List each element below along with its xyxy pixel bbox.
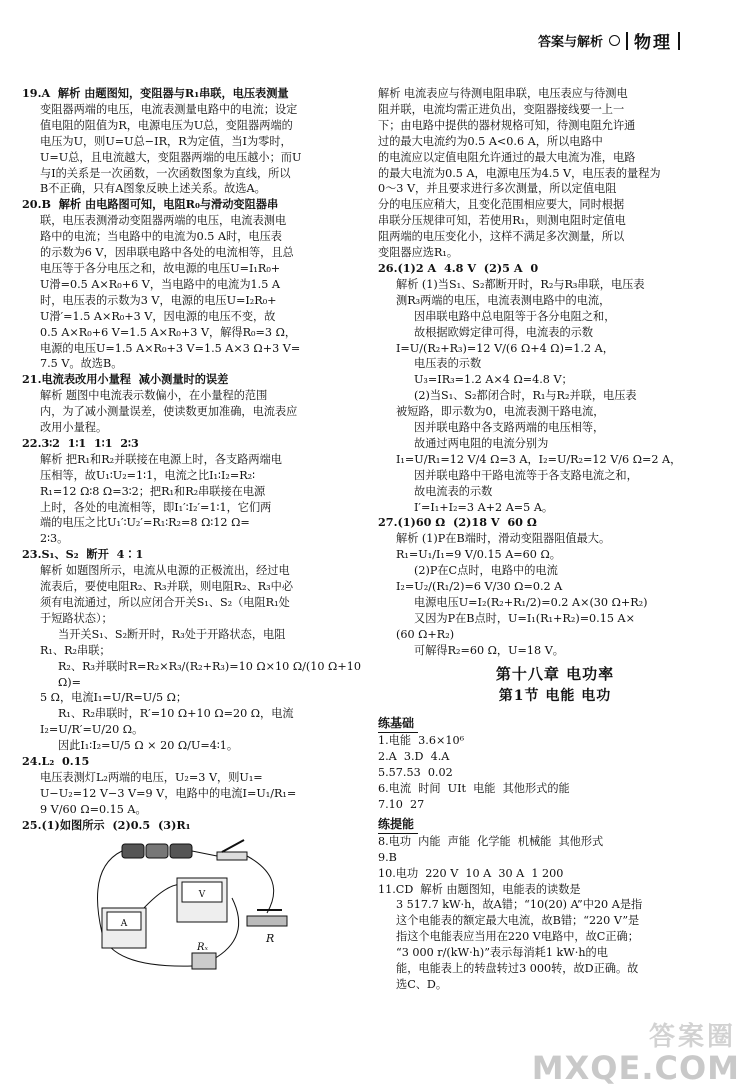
left-line: 20.B 解析 由电路图可知，电阻R₀与滑动变阻器串 bbox=[22, 197, 279, 212]
left-line: 9 V/60 Ω=0.15 A。 bbox=[40, 802, 147, 816]
right-line: 分的电压应稍大，且变化范围相应要大，同时根据 bbox=[378, 198, 625, 212]
left-line: R₂、R₃并联时R=R₂×R₃/(R₂+R₃)=10 Ω×10 Ω/(10 Ω+10 Ω)= bbox=[58, 659, 365, 689]
left-line: 25.(1)如图所示 (2)0.5 (3)R₁ bbox=[22, 817, 191, 832]
practice1-line: 6.电流 时间 UIt 电能 其他形式的能 bbox=[378, 782, 570, 796]
right-column bbox=[378, 86, 732, 993]
left-line: 压相等，故U₁∶U₂=1∶1，电流之比I₁∶I₂=R₂∶ bbox=[40, 468, 256, 482]
right-line: 26.(1)2 A 4.8 V (2)5 A 0 bbox=[378, 260, 539, 275]
left-line: 路中的电流；当电路中的电流为0.5 A时，电压表 bbox=[40, 230, 282, 244]
right-line: 解析 (1)当S₁、S₂都断开时，R₂与R₃串联，电压表 bbox=[396, 277, 645, 291]
right-line: 因串联电路中总电阻等于各分电阻之和， bbox=[414, 309, 616, 323]
right-line: I′=I₁+I₂=3 A+2 A=5 A。 bbox=[414, 500, 554, 514]
left-line: 的示数为6 V，因串联电路中各处的电流相等，且总 bbox=[40, 246, 294, 260]
right-line: 测R₃两端的电压，电流表测电路中的电流， bbox=[396, 293, 611, 307]
battery-icon bbox=[122, 844, 192, 858]
right-line: 解析 电流表应与待测电阻串联，电压表应与待测电 bbox=[378, 87, 628, 100]
left-line: U−U₂=12 V−3 V=9 V，电路中的电流I=U₁/R₁= bbox=[40, 786, 297, 800]
chapter-title: 第十八章 电功率 bbox=[495, 664, 615, 683]
right-line: 因并联电路中各支路两端的电压相等， bbox=[414, 421, 605, 435]
circuit-diagram bbox=[82, 838, 292, 978]
practice-basic-heading: 练基础 bbox=[378, 716, 418, 733]
right-line: 变阻器应选R₁。 bbox=[378, 246, 459, 260]
right-line: (60 Ω+R₂) bbox=[396, 627, 455, 641]
right-line: 故通过两电阻的电流分别为 bbox=[414, 436, 549, 450]
left-line: 5 Ω，电流I₁=U/R=U/5 Ω； bbox=[40, 691, 188, 705]
right-line: 解析 (1)P在B端时，滑动变阻器阻值最大。 bbox=[396, 532, 611, 546]
practice2-line: “3 000 r/(kW·h)”表示每消耗1 kW·h的电 bbox=[396, 946, 608, 960]
left-line: R₁、R₂串联时，R′=10 Ω+10 Ω=20 Ω，电流 bbox=[58, 707, 294, 721]
ammeter-label: A bbox=[120, 918, 128, 929]
practice1-line: 2.A 3.D 4.A bbox=[378, 750, 450, 764]
practice2-line: 3 517.7 kW·h，故A错；“10(20) A”中20 A是指 bbox=[396, 898, 643, 912]
rheostat-label: R bbox=[266, 931, 275, 945]
right-line: R₁=U₁/I₁=9 V/0.15 A=60 Ω。 bbox=[396, 548, 561, 562]
right-line: 电压表的示数 bbox=[414, 357, 482, 371]
left-line: 21.电流表改用小量程 减小测量时的误差 bbox=[22, 372, 229, 387]
left-line: 与I的关系是一次函数，一次函数图象为直线，所以 bbox=[40, 166, 291, 180]
resistor-label: Rₓ bbox=[197, 941, 209, 953]
practice-advanced-answers bbox=[378, 834, 732, 993]
left-line: 于短路状态）； bbox=[40, 611, 113, 625]
left-line: 端的电压之比U₁′∶U₂′=R₁∶R₂=8 Ω∶12 Ω= bbox=[40, 516, 250, 530]
right-line: 可解得R₂=60 Ω，U=18 V。 bbox=[414, 643, 564, 657]
header-subject: 物理 bbox=[634, 33, 672, 53]
left-line: 7.5 V。故选B。 bbox=[40, 357, 123, 371]
right-line: I₁=U/R₁=12 V/4 Ω=3 A，I₂=U/R₂=12 V/6 Ω=2 A， bbox=[396, 452, 682, 466]
left-line: 时，电压表的示数为3 V，电源的电压U=I₂R₀+ bbox=[40, 293, 277, 307]
practice2-line: 10.电功 220 V 10 A 30 A 1 200 bbox=[378, 866, 564, 880]
left-line: U滑=0.5 A×R₀+6 V，当电路中的电流为1.5 A bbox=[40, 277, 280, 291]
right-line: 因并联电路中干路电流等于各支路电流之和， bbox=[414, 468, 638, 482]
right-line: 被短路，即示数为0，电流表测干路电流， bbox=[396, 405, 605, 419]
left-line: U滑′=1.5 A×R₀+3 V，因电源的电压不变，故 bbox=[40, 309, 276, 323]
right-line: 的电流应以定值电阻允许通过的最大电流为准，电路 bbox=[378, 150, 636, 164]
left-line: 23.S₁、S₂ 断开 4∶1 bbox=[22, 547, 144, 562]
ammeter-icon bbox=[102, 908, 146, 948]
divider bbox=[626, 32, 628, 50]
left-line: 24.L₂ 0.15 bbox=[22, 754, 90, 769]
switch-icon bbox=[217, 840, 247, 860]
left-line: 改用小量程。 bbox=[40, 421, 108, 435]
right-line: 又因为P在B点时，U=I₁(R₁+R₂)=0.15 A× bbox=[414, 611, 635, 625]
practice2-line: 8.电功 内能 声能 化学能 机械能 其他形式 bbox=[378, 834, 604, 848]
left-line: 变阻器两端的电压，电流表测量电路中的电流；设定 bbox=[40, 102, 298, 116]
watermark-bottom: MXQE.COM bbox=[531, 1049, 740, 1087]
voltmeter-label: V bbox=[198, 889, 206, 900]
right-line: I₂=U₂/(R₁/2)=6 V/30 Ω=0.2 A bbox=[396, 580, 563, 594]
left-line: 须有电流通过，所以应闭合开关S₁、S₂（电阻R₁处 bbox=[40, 596, 290, 609]
right-line: I=U/(R₂+R₃)=12 V/(6 Ω+4 Ω)=1.2 A， bbox=[396, 341, 614, 355]
left-line: 2∶3。 bbox=[40, 532, 69, 546]
left-line: 电源的电压U=1.5 A×R₀+3 V=1.5 A×3 Ω+3 V= bbox=[40, 341, 301, 355]
left-line: R₁、R₂串联； bbox=[40, 643, 111, 657]
right-line: (2)当S₁、S₂都闭合时，R₁与R₂并联，电压表 bbox=[414, 389, 637, 403]
right-line: 27.(1)60 Ω (2)18 V 60 Ω bbox=[378, 515, 537, 530]
right-line: 下；由电路中提供的器材规格可知，待测电阻允许通 bbox=[378, 118, 636, 132]
left-line: 电压等于各分电压之和，故电源的电压U=I₁R₀+ bbox=[40, 261, 281, 275]
practice-advanced-heading: 练提能 bbox=[378, 817, 418, 834]
left-line: U=U总，且电流越大，变阻器两端的电压越小；而U bbox=[40, 150, 302, 164]
left-line: 0.5 A×R₀+6 V=1.5 A×R₀+3 V，解得R₀=3 Ω， bbox=[40, 325, 297, 339]
left-line: 电压为U，则U=U总−IR，R为定值，当I为零时， bbox=[40, 134, 292, 148]
right-line: 阻并联，电流均需正进负出，变阻器接线要一上一 bbox=[378, 102, 625, 116]
practice2-line: 9.B bbox=[378, 850, 397, 864]
left-line: 19.A 解析 由题图知，变阻器与R₁串联，电压表测量 bbox=[22, 86, 289, 100]
left-line: R₁=12 Ω∶8 Ω=3∶2；把R₁和R₂串联接在电源 bbox=[40, 484, 266, 498]
right-answers bbox=[378, 86, 732, 659]
right-line: 电源电压U=I₂(R₂+R₁/2)=0.2 A×(30 Ω+R₂) bbox=[414, 596, 648, 609]
practice2-line: 这个电能表的额定最大电流，故B错；“220 V”是 bbox=[396, 914, 640, 928]
right-line: 串联分压规律可知，若使用R₁，则测电阻时定值电 bbox=[378, 214, 626, 228]
resistor-icon bbox=[192, 942, 216, 969]
page-header bbox=[538, 28, 680, 53]
left-line: 22.3∶2 1∶1 1∶1 2∶3 bbox=[22, 435, 139, 450]
practice2-line: 选C、D。 bbox=[396, 977, 448, 991]
right-line: (2)P在C点时，电路中的电流 bbox=[414, 564, 558, 578]
left-line: I₂=U/R′=U/20 Ω。 bbox=[40, 723, 144, 737]
right-line: 阻两端的电压变化小，这样不满足多次测量，所以 bbox=[378, 230, 625, 244]
left-line: 上时，各处的电流相等，即I₁′∶I₂′=1∶1，它们两 bbox=[40, 500, 272, 514]
rheostat-icon bbox=[247, 910, 287, 945]
left-line: 联，电压表测滑动变阻器两端的电压，电流表测电 bbox=[40, 214, 287, 228]
left-answers bbox=[22, 86, 372, 834]
left-line: 电压表测灯L₂两端的电压，U₂=3 V，则U₁= bbox=[40, 770, 263, 784]
left-line: 当开关S₁、S₂断开时，R₃处于开路状态，电阻 bbox=[58, 627, 286, 641]
practice2-line: 指这个电能表应当用在220 V电路中，故C正确； bbox=[396, 930, 639, 944]
practice1-line: 7.10 27 bbox=[378, 797, 425, 811]
right-line: 0～3 V，并且要求进行多次测量，所以定值电阻 bbox=[378, 182, 617, 196]
header-section: 答案与解析 bbox=[537, 35, 603, 50]
voltmeter-icon bbox=[177, 878, 227, 922]
left-line: 流表后，要使电阻R₂、R₃并联，则电阻R₂、R₃中必 bbox=[40, 580, 294, 594]
left-line: 值电阻的阻值为R，电源电压为U总，变阻器两端的 bbox=[40, 118, 293, 132]
left-line: 因此I₁∶I₂=U/5 Ω × 20 Ω/U=4∶1。 bbox=[58, 739, 239, 753]
divider bbox=[678, 32, 680, 50]
practice2-line: 能，电能表上的转盘转过3 000转，故D正确。故 bbox=[396, 962, 639, 976]
left-line: 解析 如题图所示，电流从电源的正极流出，经过电 bbox=[40, 564, 290, 578]
watermark-top: 答案圈 bbox=[648, 1022, 736, 1052]
left-line: B不正确，只有A图象反映上述关系。故选A。 bbox=[40, 182, 266, 196]
left-column bbox=[22, 86, 372, 983]
practice2-line: 11.CD 解析 由题图知，电能表的读数是 bbox=[378, 882, 581, 896]
section-title: 第1节 电能 电功 bbox=[498, 687, 612, 704]
practice-basic-answers bbox=[378, 733, 732, 813]
practice1-line: 1.电能 3.6×10⁶ bbox=[378, 734, 465, 748]
right-line: 故电流表的示数 bbox=[414, 484, 493, 498]
left-line: 内，为了减小测量误差，使读数更加准确，电流表应 bbox=[40, 405, 298, 419]
left-line: 解析 把R₁和R₂并联接在电源上时，各支路两端电 bbox=[40, 452, 282, 466]
right-line: 的最大电流为0.5 A，电源电压为4.5 V，电压表的量程为 bbox=[378, 166, 661, 180]
right-line: 过的最大电流约为0.5 A<0.6 A，所以电路中 bbox=[378, 134, 603, 148]
practice1-line: 5.57.53 0.02 bbox=[378, 766, 453, 780]
left-line: 解析 题图中电流表示数偏小，在小量程的范围 bbox=[40, 389, 268, 403]
right-line: 故根据欧姆定律可得，电流表的示数 bbox=[414, 325, 594, 339]
circle-icon bbox=[609, 35, 620, 46]
right-line: U₃=IR₃=1.2 A×4 Ω=4.8 V； bbox=[414, 373, 573, 387]
